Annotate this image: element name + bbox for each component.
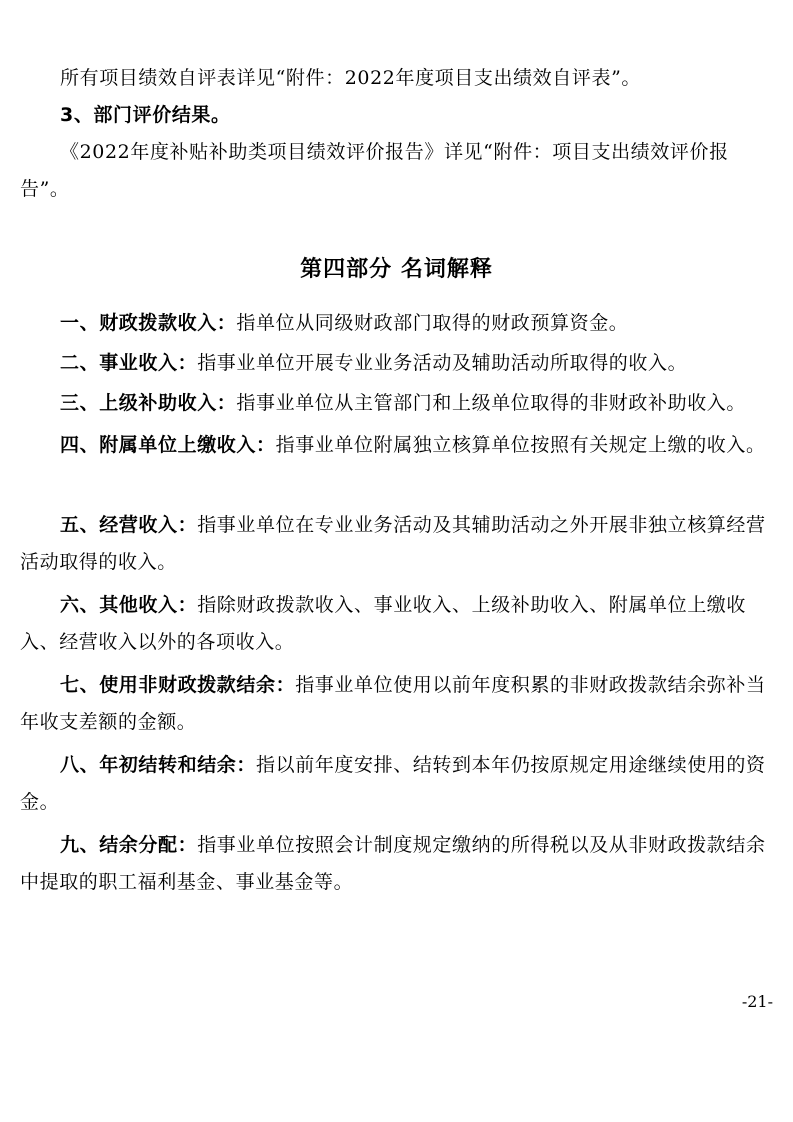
term-label: 四、附属单位上缴收入：	[60, 434, 276, 456]
term-definition: 指单位从同级财政部门取得的财政预算资金。	[236, 312, 629, 334]
term-definition: 指事业单位使用以前年度积累的非财政拨款结余弥补当年收支差额的金额。	[20, 674, 766, 733]
term-definition: 指事业单位附属独立核算单位按照有关规定上缴的收入。	[275, 434, 766, 456]
term-label: 二、事业收入：	[60, 352, 198, 374]
term-paragraph-3	[20, 385, 775, 422]
page-heading: 第四部分 名词解释	[300, 257, 493, 282]
term-definition: 指事业单位按照会计制度规定缴纳的所得税以及从非财政拨款结余中提取的职工福利基金、事业基金等。	[20, 834, 766, 893]
intro-paragraph	[20, 60, 775, 97]
term-definition: 指除财政拨款收入、事业收入、上级补助收入、附属单位上缴收入、经营收入以外的各项收入。	[20, 594, 747, 653]
term-paragraph-7	[20, 667, 775, 741]
term-label: 八、年初结转和结余：	[60, 754, 257, 776]
term-definition: 指事业单位开展专业业务活动及辅助活动所取得的收入。	[197, 352, 688, 374]
term-paragraph-9	[20, 827, 775, 901]
term-label: 六、其他收入：	[60, 594, 198, 616]
section3-text: 《2022年度补贴补助类项目绩效评价报告》详见“附件：项目支出绩效评价报告”。	[20, 141, 729, 200]
term-definition: 指事业单位在专业业务活动及其辅助活动之外开展非独立核算经营活动取得的收入。	[20, 514, 766, 573]
term-paragraph-5	[20, 507, 775, 581]
intro-text: 所有项目绩效自评表详见“附件：2022年度项目支出绩效自评表”。	[60, 67, 641, 89]
section3-paragraph	[20, 134, 775, 208]
term-definition: 指事业单位从主管部门和上级单位取得的非财政补助收入。	[236, 392, 747, 414]
term-paragraph-1	[20, 305, 775, 342]
term-label: 一、财政拨款收入：	[60, 312, 237, 334]
term-label: 九、结余分配：	[60, 834, 198, 856]
term-paragraph-6	[20, 587, 775, 661]
page-number: -21-	[741, 992, 773, 1011]
term-paragraph-8	[20, 747, 775, 821]
term-paragraph-2	[20, 345, 775, 382]
term-definition: 指以前年度安排、结转到本年仍按原规定用途继续使用的资金。	[20, 754, 766, 813]
term-paragraph-4	[20, 427, 775, 464]
term-label: 五、经营收入：	[60, 514, 198, 536]
term-label: 三、上级补助收入：	[60, 392, 237, 414]
term-label: 七、使用非财政拨款结余：	[60, 674, 296, 696]
section3-title-paragraph	[20, 97, 775, 134]
section3-title: 3、部门评价结果。	[60, 104, 231, 126]
